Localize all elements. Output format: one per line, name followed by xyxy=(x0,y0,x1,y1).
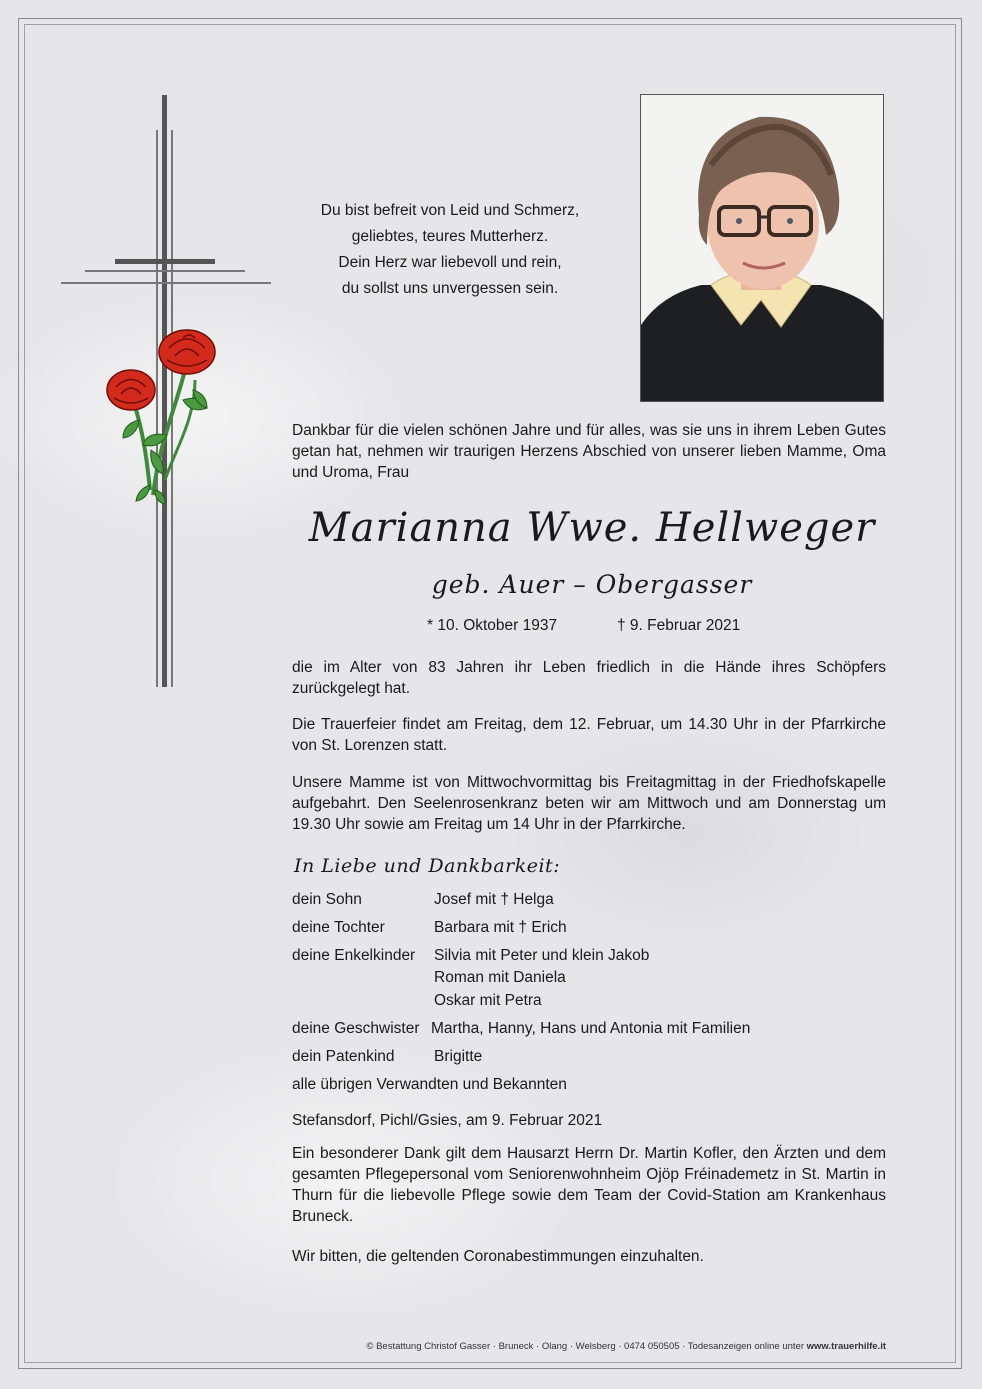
family-names: Barbara mit † Erich xyxy=(434,919,567,936)
paragraph: Unsere Mamme ist von Mittwochvormittag bis Freitagmittag in der Friedhofskapelle aufgebahrt. Den Seelenrosenkranz beten wir am Mittwoch und am Donnerstag um 19.30 Uhr sowie am Freitag um 14 Uhr in der Pfarrkirche. xyxy=(292,774,886,833)
family-relation: deine Tochter xyxy=(292,919,385,936)
footer xyxy=(292,1341,886,1352)
other-relatives: alle übrigen Verwandten und Bekannten xyxy=(292,1076,567,1093)
intro-text: Dankbar für die vielen schönen Jahre und für alles, was sie uns in ihrem Leben Gutes getan hat, nehmen wir traurigen Herzens Abschied von unserer lieben Mamme, Oma und Uroma, Frau xyxy=(292,422,886,481)
thanks-text: Ein besonderer Dank gilt dem Hausarzt Herrn Dr. Martin Kofler, den Ärzten und dem gesamten Pflegepersonal vom Seniorenwohnheim Ojöp Fréinademetz in St. Martin in Thurn für die liebevolle Pflege sowie dem Team der Covid-Station am Krankenhaus Bruneck. xyxy=(292,1145,886,1225)
family-names: Silvia mit Peter und klein Jakob xyxy=(434,947,650,964)
deceased-name: Marianna Wwe. Hellweger xyxy=(308,505,876,551)
poem-line: Du bist befreit von Leid und Schmerz, xyxy=(320,202,580,219)
poem xyxy=(300,198,600,302)
poem-line: geliebtes, teures Mutterherz. xyxy=(351,228,549,245)
family-relation: deine Enkelkinder xyxy=(292,947,416,964)
family-names: Brigitte xyxy=(434,1048,483,1065)
family-names: Martha, Hanny, Hans und Antonia mit Familien xyxy=(431,1020,751,1037)
family-relation: dein Patenkind xyxy=(292,1048,395,1065)
mourners-heading: In Liebe und Dankbarkeit: xyxy=(294,855,561,877)
family-relation: dein Sohn xyxy=(292,891,362,908)
birth-name: geb. Auer – Obergasser xyxy=(431,570,753,599)
footer-link[interactable]: www.trauerhilfe.it xyxy=(806,1341,886,1352)
poem-line: du sollst uns unvergessen sein. xyxy=(341,280,559,297)
corona-notice: Wir bitten, die geltenden Coronabestimmungen einzuhalten. xyxy=(292,1248,704,1265)
family-relation: deine Geschwister xyxy=(292,1020,420,1037)
paragraph: Die Trauerfeier findet am Freitag, dem 12. Februar, um 14.30 Uhr in der Pfarrkirche von St. Lorenzen statt. xyxy=(292,716,886,754)
family-names: Oskar mit Petra xyxy=(434,992,542,1009)
footer-text: © Bestattung Christof Gasser · Bruneck · Olang · Welsberg · 0474 050505 · Todesanzeigen online unter xyxy=(366,1341,807,1352)
place-date: Stefansdorf, Pichl/Gsies, am 9. Februar 2021 xyxy=(292,1112,603,1129)
family-names: Josef mit † Helga xyxy=(434,891,554,908)
cross-with-roses-icon xyxy=(55,90,275,690)
paragraph: die im Alter von 83 Jahren ihr Leben friedlich in die Hände ihres Schöpfers zurückgelegt hat. xyxy=(292,659,886,697)
portrait-photo xyxy=(640,94,884,402)
birth-date: * 10. Oktober 1937 xyxy=(427,617,558,634)
family-names: Roman mit Daniela xyxy=(434,969,566,986)
poem-line: Dein Herz war liebevoll und rein, xyxy=(338,254,562,271)
death-date: † 9. Februar 2021 xyxy=(617,617,741,634)
